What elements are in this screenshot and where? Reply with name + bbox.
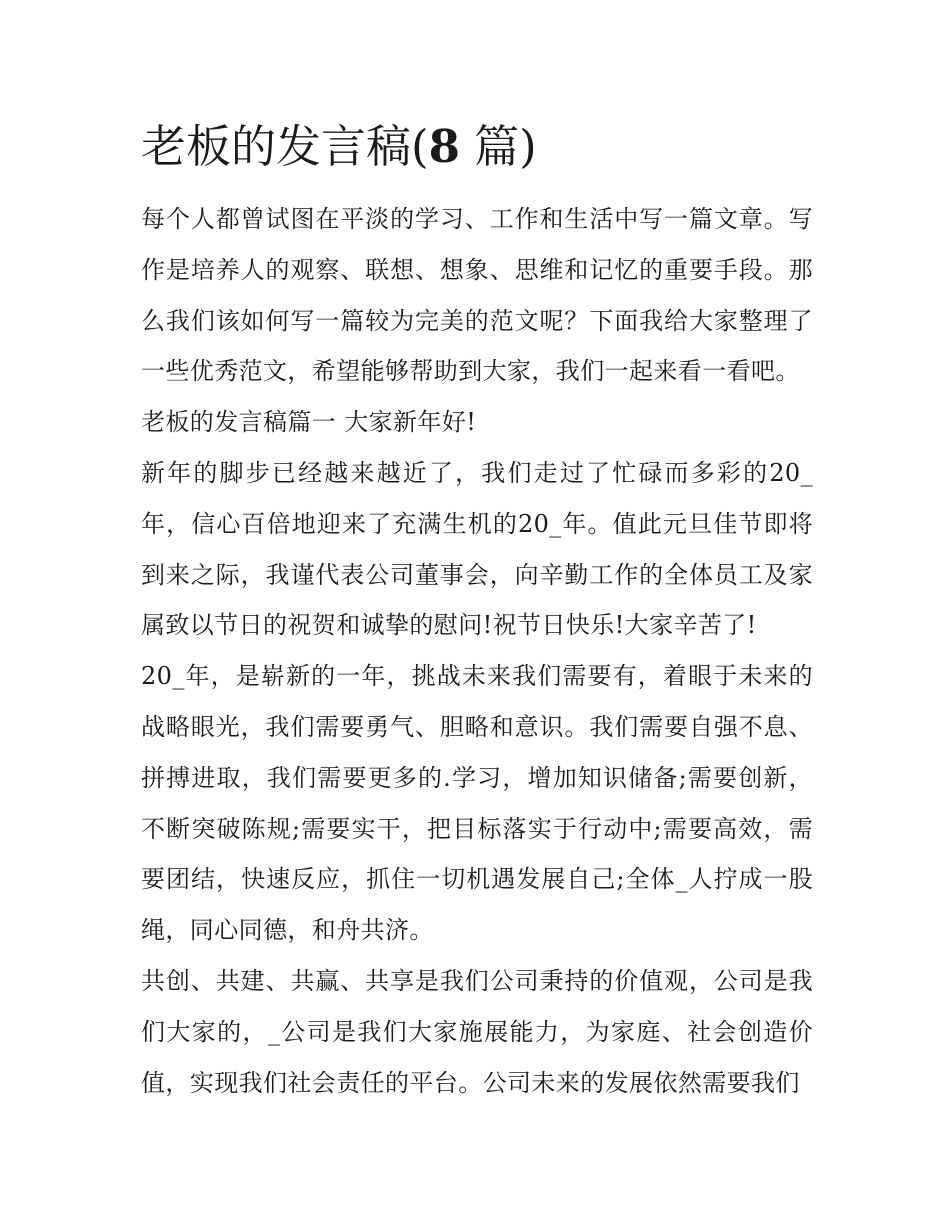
section-heading: 老板的发言稿篇一 大家新年好! <box>141 408 477 437</box>
intro-paragraph: 每个人都曾试图在平淡的学习、工作和生活中写一篇文章。写作是培养人的观察、联想、想象、思维和记忆的重要手段。那么我们该如何写一篇较为完美的范文呢？下面我给大家整理了一些优秀范文，希望能够帮助到大家，我们一起来看一看吧。 <box>141 205 813 386</box>
body-paragraph: 20_年，是崭新的一年，挑战未来我们需要有，着眼于未来的战略眼光，我们需要勇气、胆略和意识。我们需要自强不息、拼搏进取，我们需要更多的.学习，增加知识储备;需要创新，不断突破陈规;需要实干，把目标落实于行动中;需要高效，需要团结，快速反应，抓住一切机遇发展自己;全体_人拧成一股绳，同心同德，和舟共济。 <box>141 662 813 945</box>
body-paragraph: 共创、共建、共赢、共享是我们公司秉持的价值观，公司是我们大家的，_公司是我们大家施展能力，为家庭、社会创造价值，实现我们社会责任的平台。公司未来的发展依然需要我们 <box>141 966 813 1097</box>
page-title <box>141 112 813 182</box>
title-suffix: 篇) <box>459 120 537 173</box>
body-paragraph: 新年的脚步已经越来越近了，我们走过了忙碌而多彩的20_年，信心百倍地迎来了充满生机的20_年。值此元旦佳节即将到来之际，我谨代表公司董事会，向辛勤工作的全体员工及家属致以节日的祝贺和诚挚的慰问!祝节日快乐!大家辛苦了! <box>141 458 813 640</box>
title-prefix: 老板的发言稿( <box>141 120 429 173</box>
document-page <box>141 112 813 1108</box>
title-number: 8 <box>428 120 460 173</box>
